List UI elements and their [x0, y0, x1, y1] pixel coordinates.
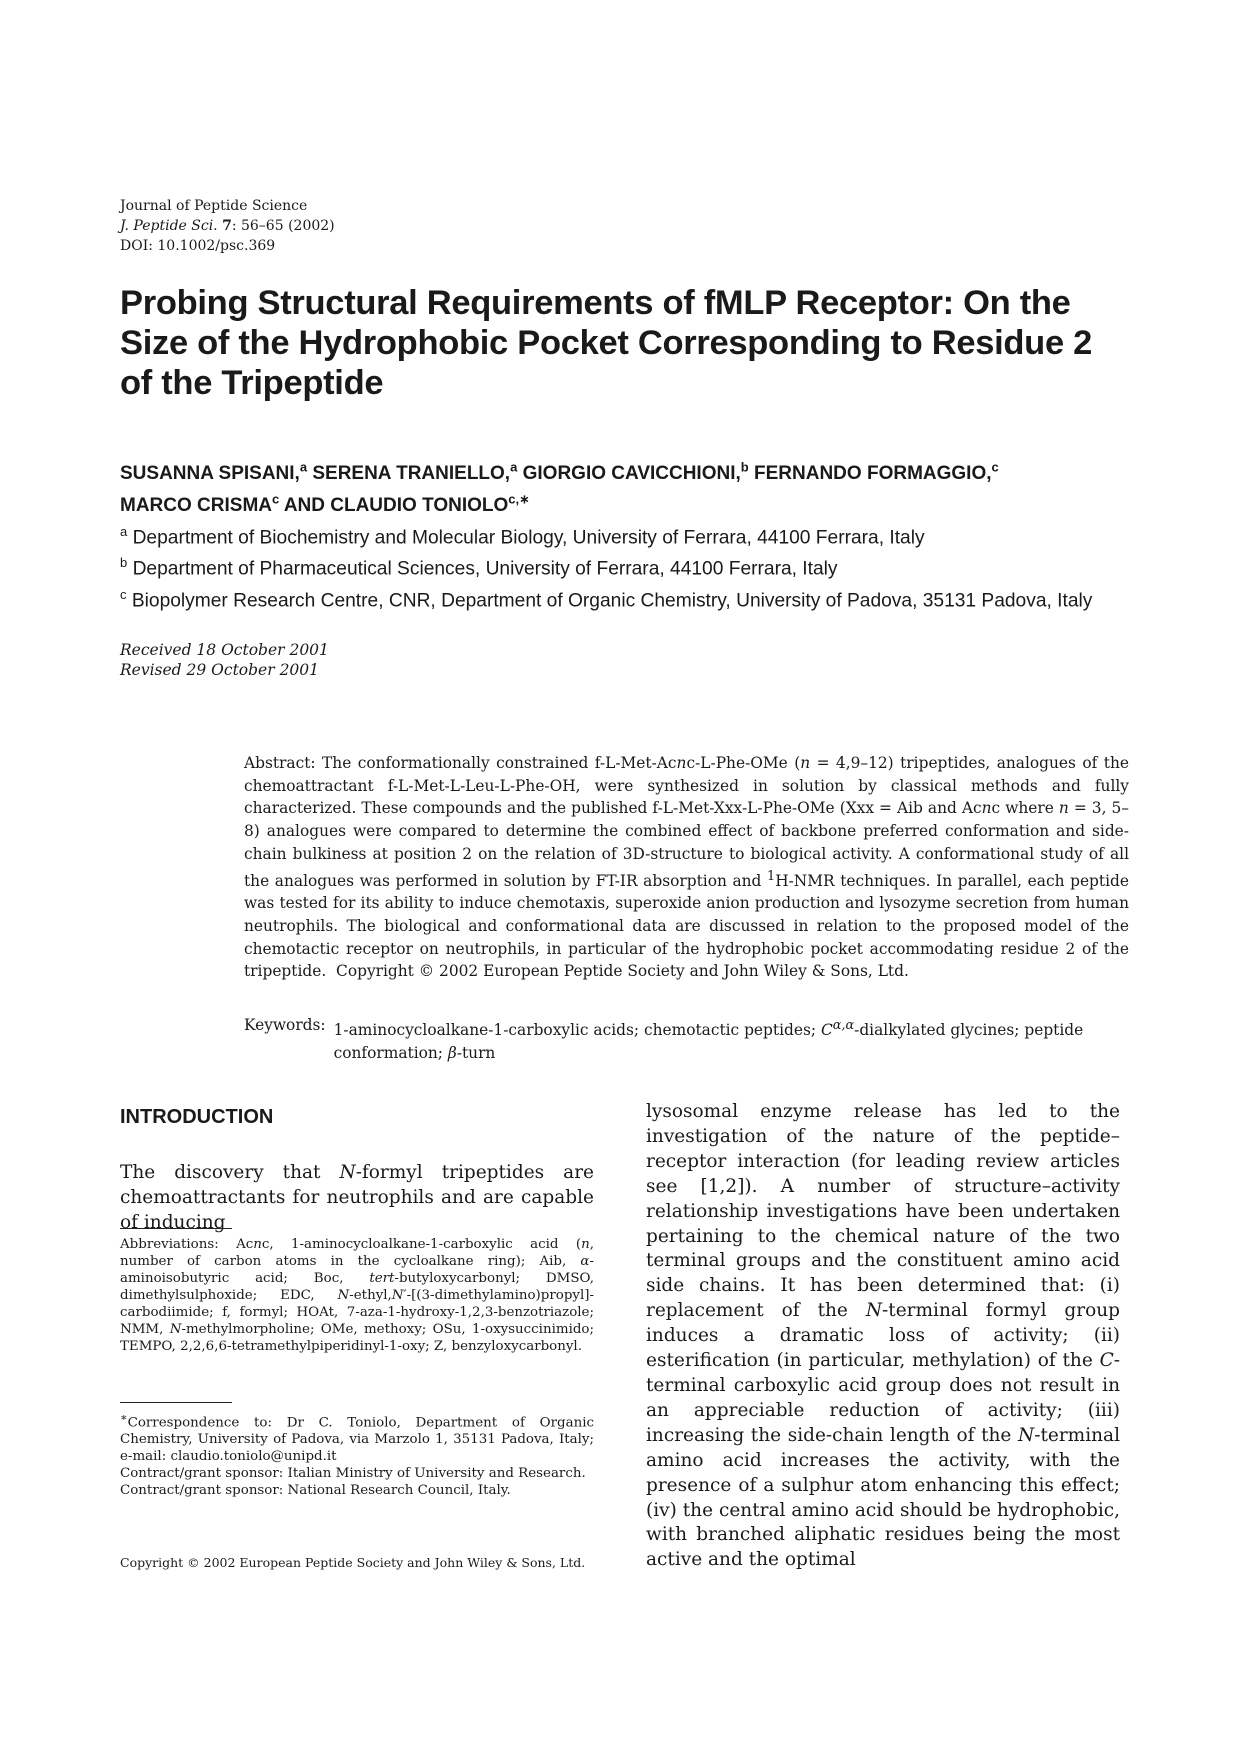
affiliation: $^b$ Department of Pharmaceutical Sciences, University of Ferrara, 44100 Ferrara, Italy	[120, 555, 838, 580]
affiliation: $^a$ Department of Biochemistry and Molecular Biology, University of Ferrara, 44100 Ferrara, Italy	[120, 524, 925, 549]
article-title: Probing Structural Requirements of fMLP Receptor: On the Size of the Hydrophobic Pocket Corresponding to Residue 2 of the Tripeptide	[120, 284, 1093, 402]
abstract: Abstract: The conformationally constrained f-L-Met-Acnc-L-Phe-OMe (n = 4,9–12) tripeptides, analogues of the chemoattractant f-L-Met-L-Leu-L-Phe-OH, were synthesized in solution by classical methods and fully characterized. These compounds and the published f-L-Met-Xxx-L-Phe-OMe (Xxx = Aib and Acnc where n = 3, 5–8) analogues were compared to determine the combined effect of backbone preferred conformation and side-chain bulkiness at position 2 on the relation of 3D-structure to biological activity. A conformational study of all the analogues was performed in solution by FT-IR absorption and $^1$H-NMR techniques. In parallel, each peptide was tested for its ability to induce chemotaxis, superoxide anion production and lysozyme secretion from human neutrophils. The biological and conformational data are discussed in relation to the proposed model of the chemotactic receptor on neutrophils, in particular of the hydrophobic pocket accommodating residue 2 of the tripeptide. Copyright © 2002 European Peptide Society and John Wiley & Sons, Ltd.	[244, 754, 1129, 981]
footnote-divider	[120, 1228, 232, 1229]
affiliation: $^c$ Biopolymer Research Centre, CNR, Department of Organic Chemistry, University of Padova, 35131 Padova, Italy	[120, 586, 1093, 612]
journal-name: Journal of Peptide Science	[120, 198, 308, 214]
author: SERENA TRANIELLO,$^a$	[312, 460, 518, 485]
grant-sponsor: Contract/grant sponsor: National Research Council, Italy.	[120, 1483, 511, 1499]
journal-doi: DOI: 10.1002/psc.369	[120, 238, 276, 254]
keywords-label: Keywords:	[244, 1016, 326, 1034]
author: MARCO CRISMA$^c$	[120, 491, 280, 516]
abstract-label: Abstract:	[244, 754, 316, 772]
section-heading-introduction: INTRODUCTION	[120, 1106, 274, 1128]
footnote-abbreviations: Abbreviations: Acnc, 1-aminocycloalkane-1-carboxylic acid (n, number of carbon atoms in the cycloalkane ring); Aib, α-aminoisobutyric acid; Boc, tert-butyloxycarbonyl; DMSO, dimethylsulphoxide; EDC, N-ethyl,N′-[(3-dimethylamino)propyl]-carbodiimide; f, formyl; HOAt, 7-aza-1-hydroxy-1,2,3-benzotriazole; NMM, N-methylmorpholine; OMe, methoxy; OSu, 1-oxysuccinimido; TEMPO, 2,2,6,6-tetramethylpiperidinyl-1-oxy; Z, benzyloxycarbonyl.	[120, 1237, 594, 1354]
author: AND CLAUDIO $TONIOLO^{c,∗}$	[283, 491, 531, 516]
author-list	[120, 455, 1130, 518]
grant-sponsor: Contract/grant sponsor: Italian Ministry of University and Research.	[120, 1466, 586, 1482]
author: SUSANNA SPISANI,$^a$	[120, 460, 308, 485]
keywords-text: 1-aminocycloalkane-1-carboxylic acids; chemotactic peptides; $C^{\alpha,\alpha}$-dialkylated glycines; peptide conformation; β-turn	[333, 1018, 1084, 1063]
journal-citation: J. Peptide Sci. 7: 56–65 (2002)	[120, 218, 335, 234]
journal-header	[120, 196, 335, 256]
author: GIORGIO CAVICCHIONI,$^b$	[522, 460, 749, 485]
page-copyright: Copyright © 2002 European Peptide Society and John Wiley & Sons, Ltd.	[120, 1555, 586, 1570]
author: FERNANDO FORMAGGIO,$^c$	[754, 460, 999, 485]
affiliations	[120, 519, 1130, 613]
footnote-divider	[120, 1402, 232, 1403]
footnote-correspondence	[120, 1409, 594, 1499]
revised-date: Revised 29 October 2001	[120, 661, 320, 679]
intro-paragraph: The discovery that N-formyl tripeptides are chemoattractants for neutrophils and are capable of inducing	[120, 1162, 594, 1233]
right-column-paragraph: lysosomal enzyme release has led to the investigation of the nature of the peptide–receptor interaction (for leading review articles see [1,2]). A number of structure–activity relationship investigations have been undertaken pertaining to the chemical nature of the two terminal groups and the constituent amino acid side chains. It has been determined that: (i) replacement of the N-terminal formyl group induces a dramatic loss of activity; (ii) esterification (in particular, methylation) of the C-terminal carboxylic acid group does not result in an appreciable reduction of activity; (iii) increasing the side-chain length of the N-terminal amino acid increases the activity, with the presence of a sulphur atom enhancing this effect; (iv) the central amino acid should be hydrophobic, with branched aliphatic residues being the most active and the optimal	[646, 1101, 1121, 1571]
abstract-copyright: Copyright © 2002 European Peptide Society and John Wiley & Sons, Ltd.	[336, 962, 909, 981]
keywords	[244, 1014, 1129, 1065]
correspondence-note: ∗Correspondence to: Dr C. Toniolo, Department of Organic Chemistry, University of Padova, via Marzolo 1, 35131 Padova, Italy; e-mail: claudio.toniolo@unipd.it	[120, 1411, 594, 1465]
received-dates	[120, 640, 329, 680]
received-date: Received 18 October 2001	[120, 641, 329, 659]
